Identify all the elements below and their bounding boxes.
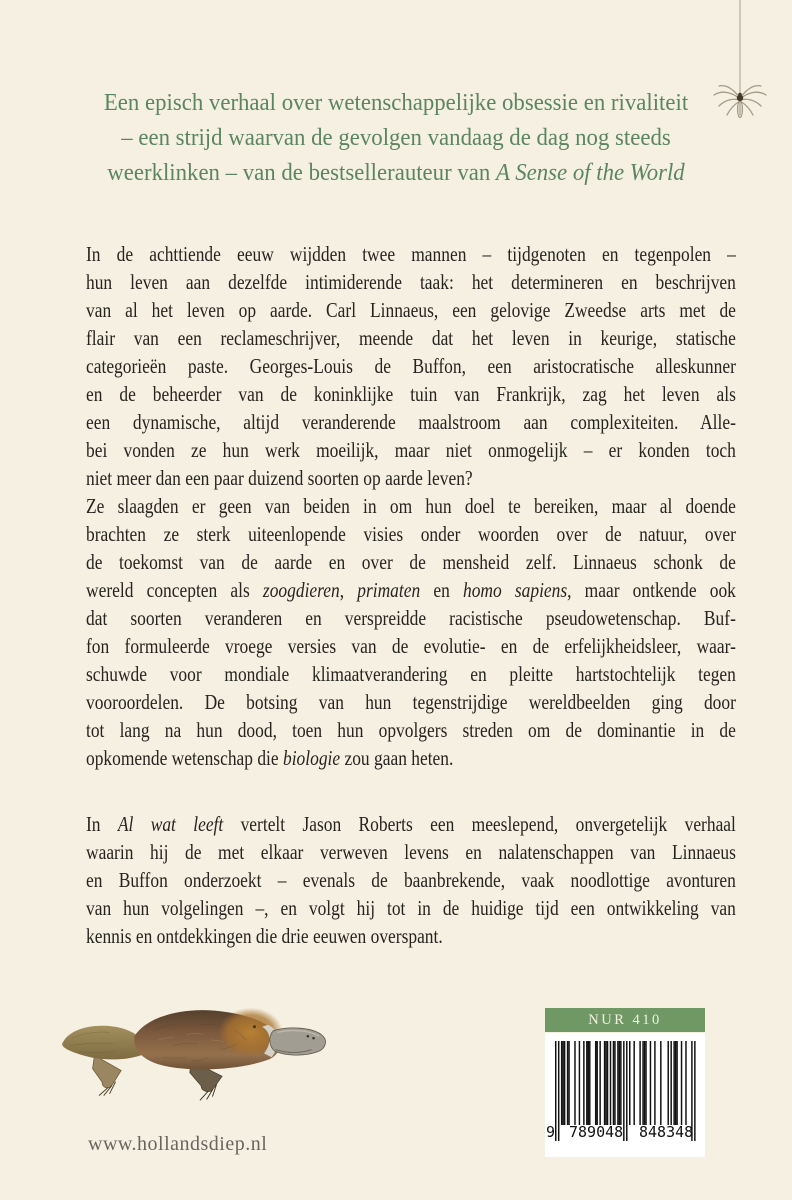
text-line: hun leven aan dezelfde intimiderende taak: het determineren en beschrijven bbox=[86, 270, 736, 294]
text-line: flair van een reclameschrijver, meende dat het leven in keurige, statische bbox=[86, 326, 736, 350]
text-line: waarin hij de met elkaar verweven levens en nalatenschappen van Linnaeus bbox=[86, 840, 736, 864]
text-line: schuwde voor mondiale klimaatverandering en pleitte hartstochtelijk tegen bbox=[86, 662, 736, 686]
blurb-text bbox=[86, 240, 736, 950]
nur-badge: NUR 410 bbox=[545, 1008, 705, 1032]
text-line: kennis en ontdekkingen die drie eeuwen overspant. bbox=[86, 924, 443, 948]
text-line: bei vonden ze hun werk moeilijk, maar niet onmogelijk – er konden toch bbox=[86, 438, 736, 462]
text-line: van hun volgelingen –, en volgt hij tot in de huidige tijd een ontwikkeling van bbox=[86, 896, 736, 920]
text-line: wereld concepten als zoogdieren, primaten en homo sapiens, maar ontkende ook bbox=[86, 578, 736, 602]
text-line: van al het leven op aarde. Carl Linnaeus, een gelovige Zweedse arts met de bbox=[86, 298, 736, 322]
paragraph bbox=[86, 240, 736, 492]
text-line: en Buffon onderzoekt – evenals de baanbrekende, vaak noodlottige avonturen bbox=[86, 868, 736, 892]
text-line: een dynamische, altijd veranderende maalstroom aan complexiteiten. Alle- bbox=[86, 410, 736, 434]
paragraph bbox=[86, 492, 736, 772]
barcode-panel bbox=[545, 1033, 705, 1157]
text-line: niet meer dan een paar duizend soorten op aarde leven? bbox=[86, 466, 473, 490]
text-line: In de achttiende eeuw wijdden twee mannen – tijdgenoten en tegenpolen – bbox=[86, 242, 736, 266]
platypus-illustration bbox=[58, 1002, 330, 1102]
text-line: In Al wat leeft vertelt Jason Roberts een meeslepend, onvergetelijk verhaal bbox=[86, 812, 736, 836]
tagline-line: – een strijd waarvan de gevolgen vandaag de dag nog steeds bbox=[121, 125, 671, 151]
barcode-digit-group: 848348 bbox=[639, 1123, 694, 1141]
text-line: Ze slaagden er geen van beiden in om hun doel te bereiken, maar al doende bbox=[86, 494, 736, 518]
paragraph bbox=[86, 810, 736, 950]
text-line: en de beheerder van de koninklijke tuin van Frankrijk, zag het leven als bbox=[86, 382, 736, 406]
barcode-block bbox=[545, 1008, 705, 1157]
tagline-line: Een episch verhaal over wetenschappelijke obsessie en rivaliteit bbox=[103, 90, 689, 116]
tagline bbox=[20, 86, 772, 191]
text-line: de toekomst van de aarde en over de mensheid zelf. Linnaeus schonk de bbox=[86, 550, 736, 574]
text-line: brachten ze sterk uiteenlopende visies onder woorden over de natuur, over bbox=[86, 522, 736, 546]
text-line: tot lang na hun dood, toen hun opvolgers streden om de dominantie in de bbox=[86, 718, 736, 742]
text-line: fon formuleerde vroege versies van de evolutie- en de erfelijkheidsleer, waar- bbox=[86, 634, 736, 658]
barcode-digit-group: 789048 bbox=[569, 1123, 624, 1141]
barcode-number bbox=[546, 1123, 696, 1141]
publisher-url: www.hollandsdiep.nl bbox=[88, 1133, 268, 1155]
text-line: categorieën paste. Georges-Louis de Buffon, een aristocratische alleskunner bbox=[86, 354, 736, 378]
text-line: opkomende wetenschap die biologie zou gaan heten. bbox=[86, 746, 454, 770]
text-line: dat soorten veranderen en verspreidde racistische pseudowetenschap. Buf- bbox=[86, 606, 736, 630]
tagline-line: weerklinken – van de bestsellerauteur van A Sense of the World bbox=[107, 160, 685, 186]
barcode-digit-group: 9 bbox=[546, 1123, 556, 1141]
text-line: vooroordelen. De botsing van hun tegenstrijdige wereldbeelden ging door bbox=[86, 690, 736, 714]
